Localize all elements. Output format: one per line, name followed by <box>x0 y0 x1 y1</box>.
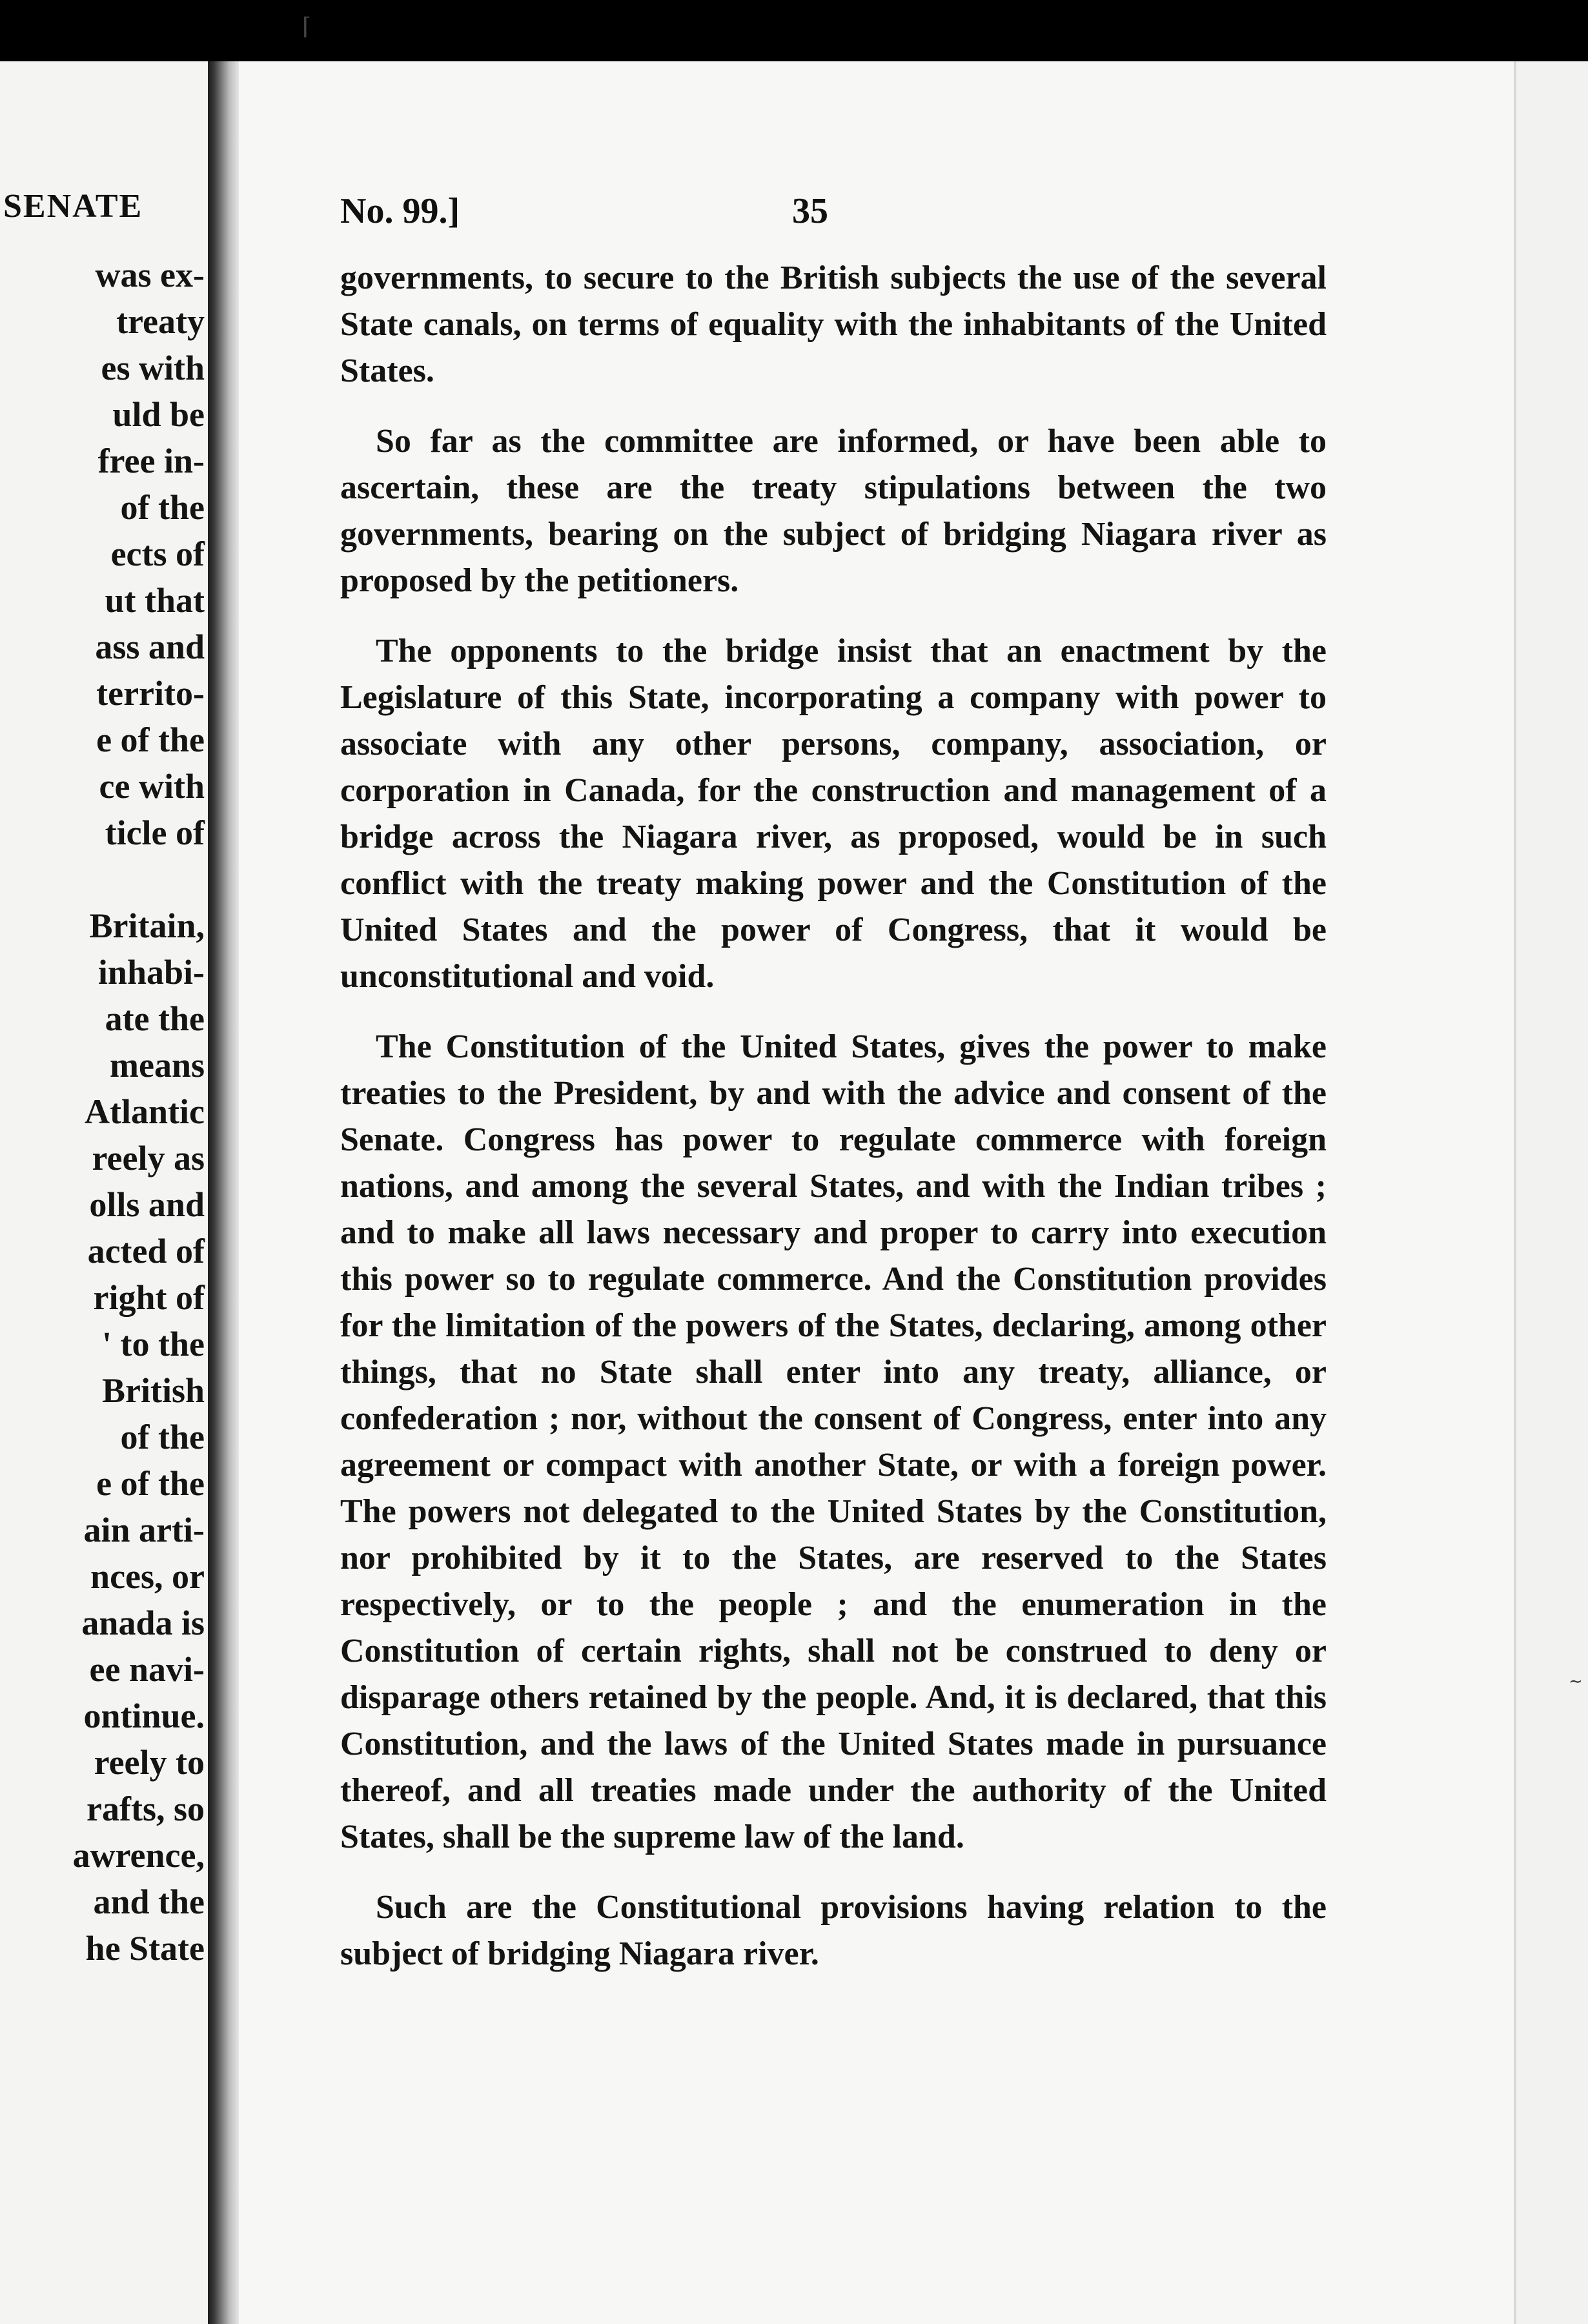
left-page-line: acted of <box>87 1232 205 1270</box>
left-page-line: ce with <box>99 767 205 806</box>
left-page-line: and the <box>93 1882 205 1921</box>
left-page-line: inhabi- <box>97 953 205 992</box>
page-number: 35 <box>792 191 828 231</box>
left-page-line: rafts, so <box>87 1789 205 1828</box>
paragraph: The Constitution of the United States, gives the power to make treaties to the President, by and with the advice and consent of the Senate. Congress has power to regulate commerce with foreign nations, and among the several States, and with the Indian tribes ; and to make all laws necessary and proper to carry into execution this power so to regulate commerce. And the Constitution provides for the limitation of the powers of the States, declaring, among other things, that no State shall enter into any treaty, alliance, or confederation ; nor, without the consent of Congress, enter into any agreement or compact with another State, or with a foreign power. The powers not delegated to the United States by the Constitution, nor prohibited by it to the States, are reserved to the States respectively, or to the people ; and the enumeration in the Constitution of certain rights, shall not be construed to deny or disparage others retained by the people. And, it is declared, that this Constitution, and the laws of the United States made in pursuance thereof, and all treaties made under the authority of the United States, shall be the supreme law of the land. <box>340 1028 1327 1855</box>
left-page-line: es with <box>101 349 205 387</box>
left-page-line: ain arti- <box>83 1511 205 1549</box>
left-page-line: reely as <box>92 1139 205 1177</box>
left-page-line: ontinue. <box>83 1697 205 1735</box>
left-page-line: awrence, <box>72 1836 205 1875</box>
left-page-line: ut that <box>105 581 205 620</box>
main-page <box>239 61 1514 2324</box>
left-page-line: ate the <box>105 999 205 1038</box>
left-page-line: nces, or <box>90 1557 205 1596</box>
scan-artifact-mark: ⌈ <box>302 14 312 39</box>
left-page-line: ticle of <box>105 813 205 852</box>
left-page-line: of the <box>120 1418 205 1456</box>
document-number: No. 99.] <box>340 191 460 231</box>
left-page-line: anada is <box>81 1604 205 1642</box>
left-page-line: e of the <box>96 1464 205 1503</box>
left-page-line: reely to <box>94 1743 205 1782</box>
left-page-line: he State <box>85 1929 205 1968</box>
left-page-line: means <box>110 1046 205 1085</box>
left-page-line: e of the <box>96 720 205 759</box>
page-running-head <box>340 190 1321 236</box>
left-page-running-head: SENATE <box>3 188 143 225</box>
left-page-line: territo- <box>96 674 205 713</box>
left-page-line: right of <box>93 1278 205 1317</box>
page-edge <box>1514 61 1588 2324</box>
left-facing-page <box>0 61 208 2324</box>
paragraph: So far as the committee are informed, or have been able to ascertain, these are the treaty stipulations between the two governments, bearing on the subject of bridging Niagara river as proposed by the petitioners. <box>340 423 1327 599</box>
left-page-line: free in- <box>97 442 205 480</box>
left-page-line: ass and <box>95 627 205 666</box>
left-page-line: treaty <box>116 302 205 341</box>
left-page-line: olls and <box>89 1185 205 1224</box>
left-page-line: ee navi- <box>89 1650 205 1689</box>
left-page-line: ' to the <box>102 1325 205 1363</box>
paragraph: Such are the Constitutional provisions having relation to the subject of bridging Niagara river. <box>340 1889 1327 1972</box>
left-page-line: was ex- <box>95 256 205 294</box>
left-page-line: of the <box>120 488 205 527</box>
left-page-line: Atlantic <box>85 1092 205 1131</box>
left-page-line: Britain, <box>89 906 205 945</box>
margin-ink-speck: ∼ <box>1569 1672 1583 1691</box>
paragraph-continuation: governments, to secure to the British subjects the use of the several State canals, on terms of equality with the inhabitants of the United States. <box>340 260 1327 389</box>
left-page-line: uld be <box>112 395 205 434</box>
book-gutter-shadow <box>208 61 239 2324</box>
paragraph: The opponents to the bridge insist that an enactment by the Legislature of this State, incorporating a company with power to associate with any other persons, company, association, or corporation in Canada, for the construction and management of a bridge across the Niagara river, as proposed, would be in such conflict with the treaty making power and the Constitution of the United States and the power of Congress, that it would be unconstitutional and void. <box>340 633 1327 995</box>
page-body-text <box>340 255 1327 2001</box>
left-page-line: British <box>101 1371 205 1410</box>
left-page-line: ects of <box>110 535 205 573</box>
